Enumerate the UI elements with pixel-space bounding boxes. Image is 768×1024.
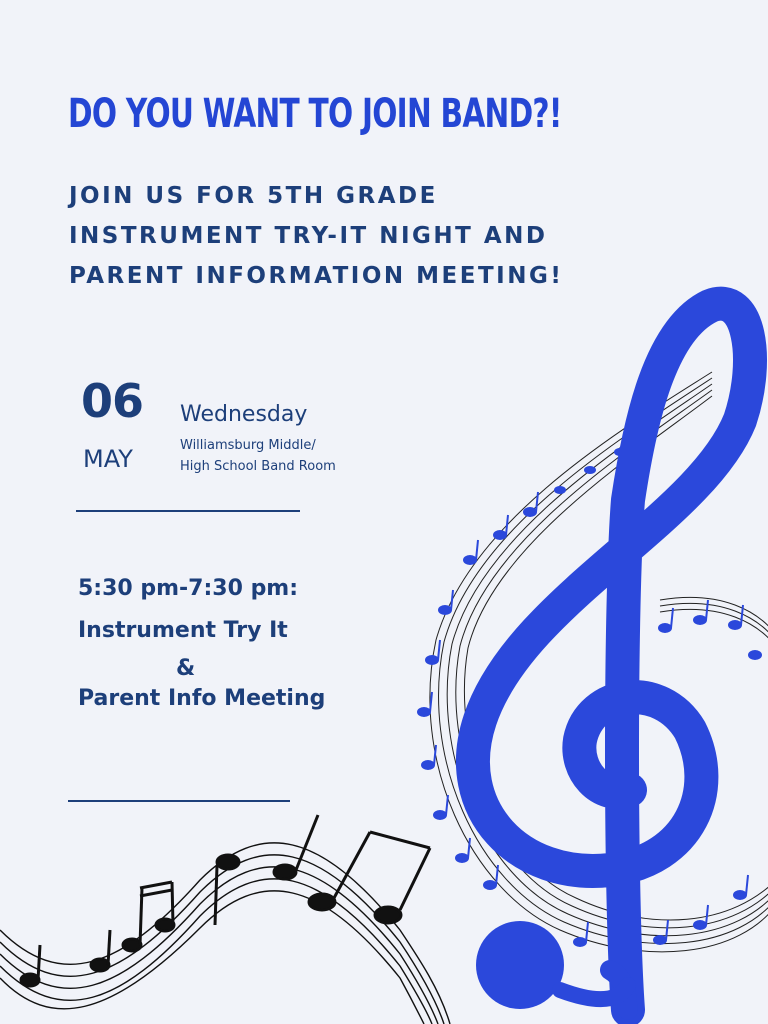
- subheading: [69, 176, 563, 296]
- subheading-line-2: INSTRUMENT TRY-IT NIGHT AND: [69, 223, 548, 249]
- divider-top: [76, 510, 300, 512]
- subheading-line-3: PARENT INFORMATION MEETING!: [69, 263, 564, 289]
- subheading-line-1: JOIN US FOR 5TH GRADE: [69, 183, 438, 209]
- event-day: 06: [81, 374, 144, 428]
- activity-parent-meeting: Parent Info Meeting: [78, 686, 326, 711]
- location-line-2: High School Band Room: [180, 459, 336, 474]
- event-weekday: Wednesday: [180, 402, 308, 427]
- divider-bottom: [68, 800, 290, 802]
- location-line-1: Williamsburg Middle/: [180, 438, 316, 453]
- activity-joiner: &: [176, 656, 196, 681]
- activity-try-it: Instrument Try It: [78, 618, 288, 643]
- event-location: [180, 435, 336, 477]
- treble-clef-icon: [473, 304, 750, 1010]
- music-staff-notes-icon: [0, 815, 450, 1024]
- event-month: MAY: [83, 445, 133, 473]
- event-time: 5:30 pm-7:30 pm:: [78, 576, 299, 601]
- headline: DO YOU WANT TO JOIN BAND?!: [68, 91, 562, 137]
